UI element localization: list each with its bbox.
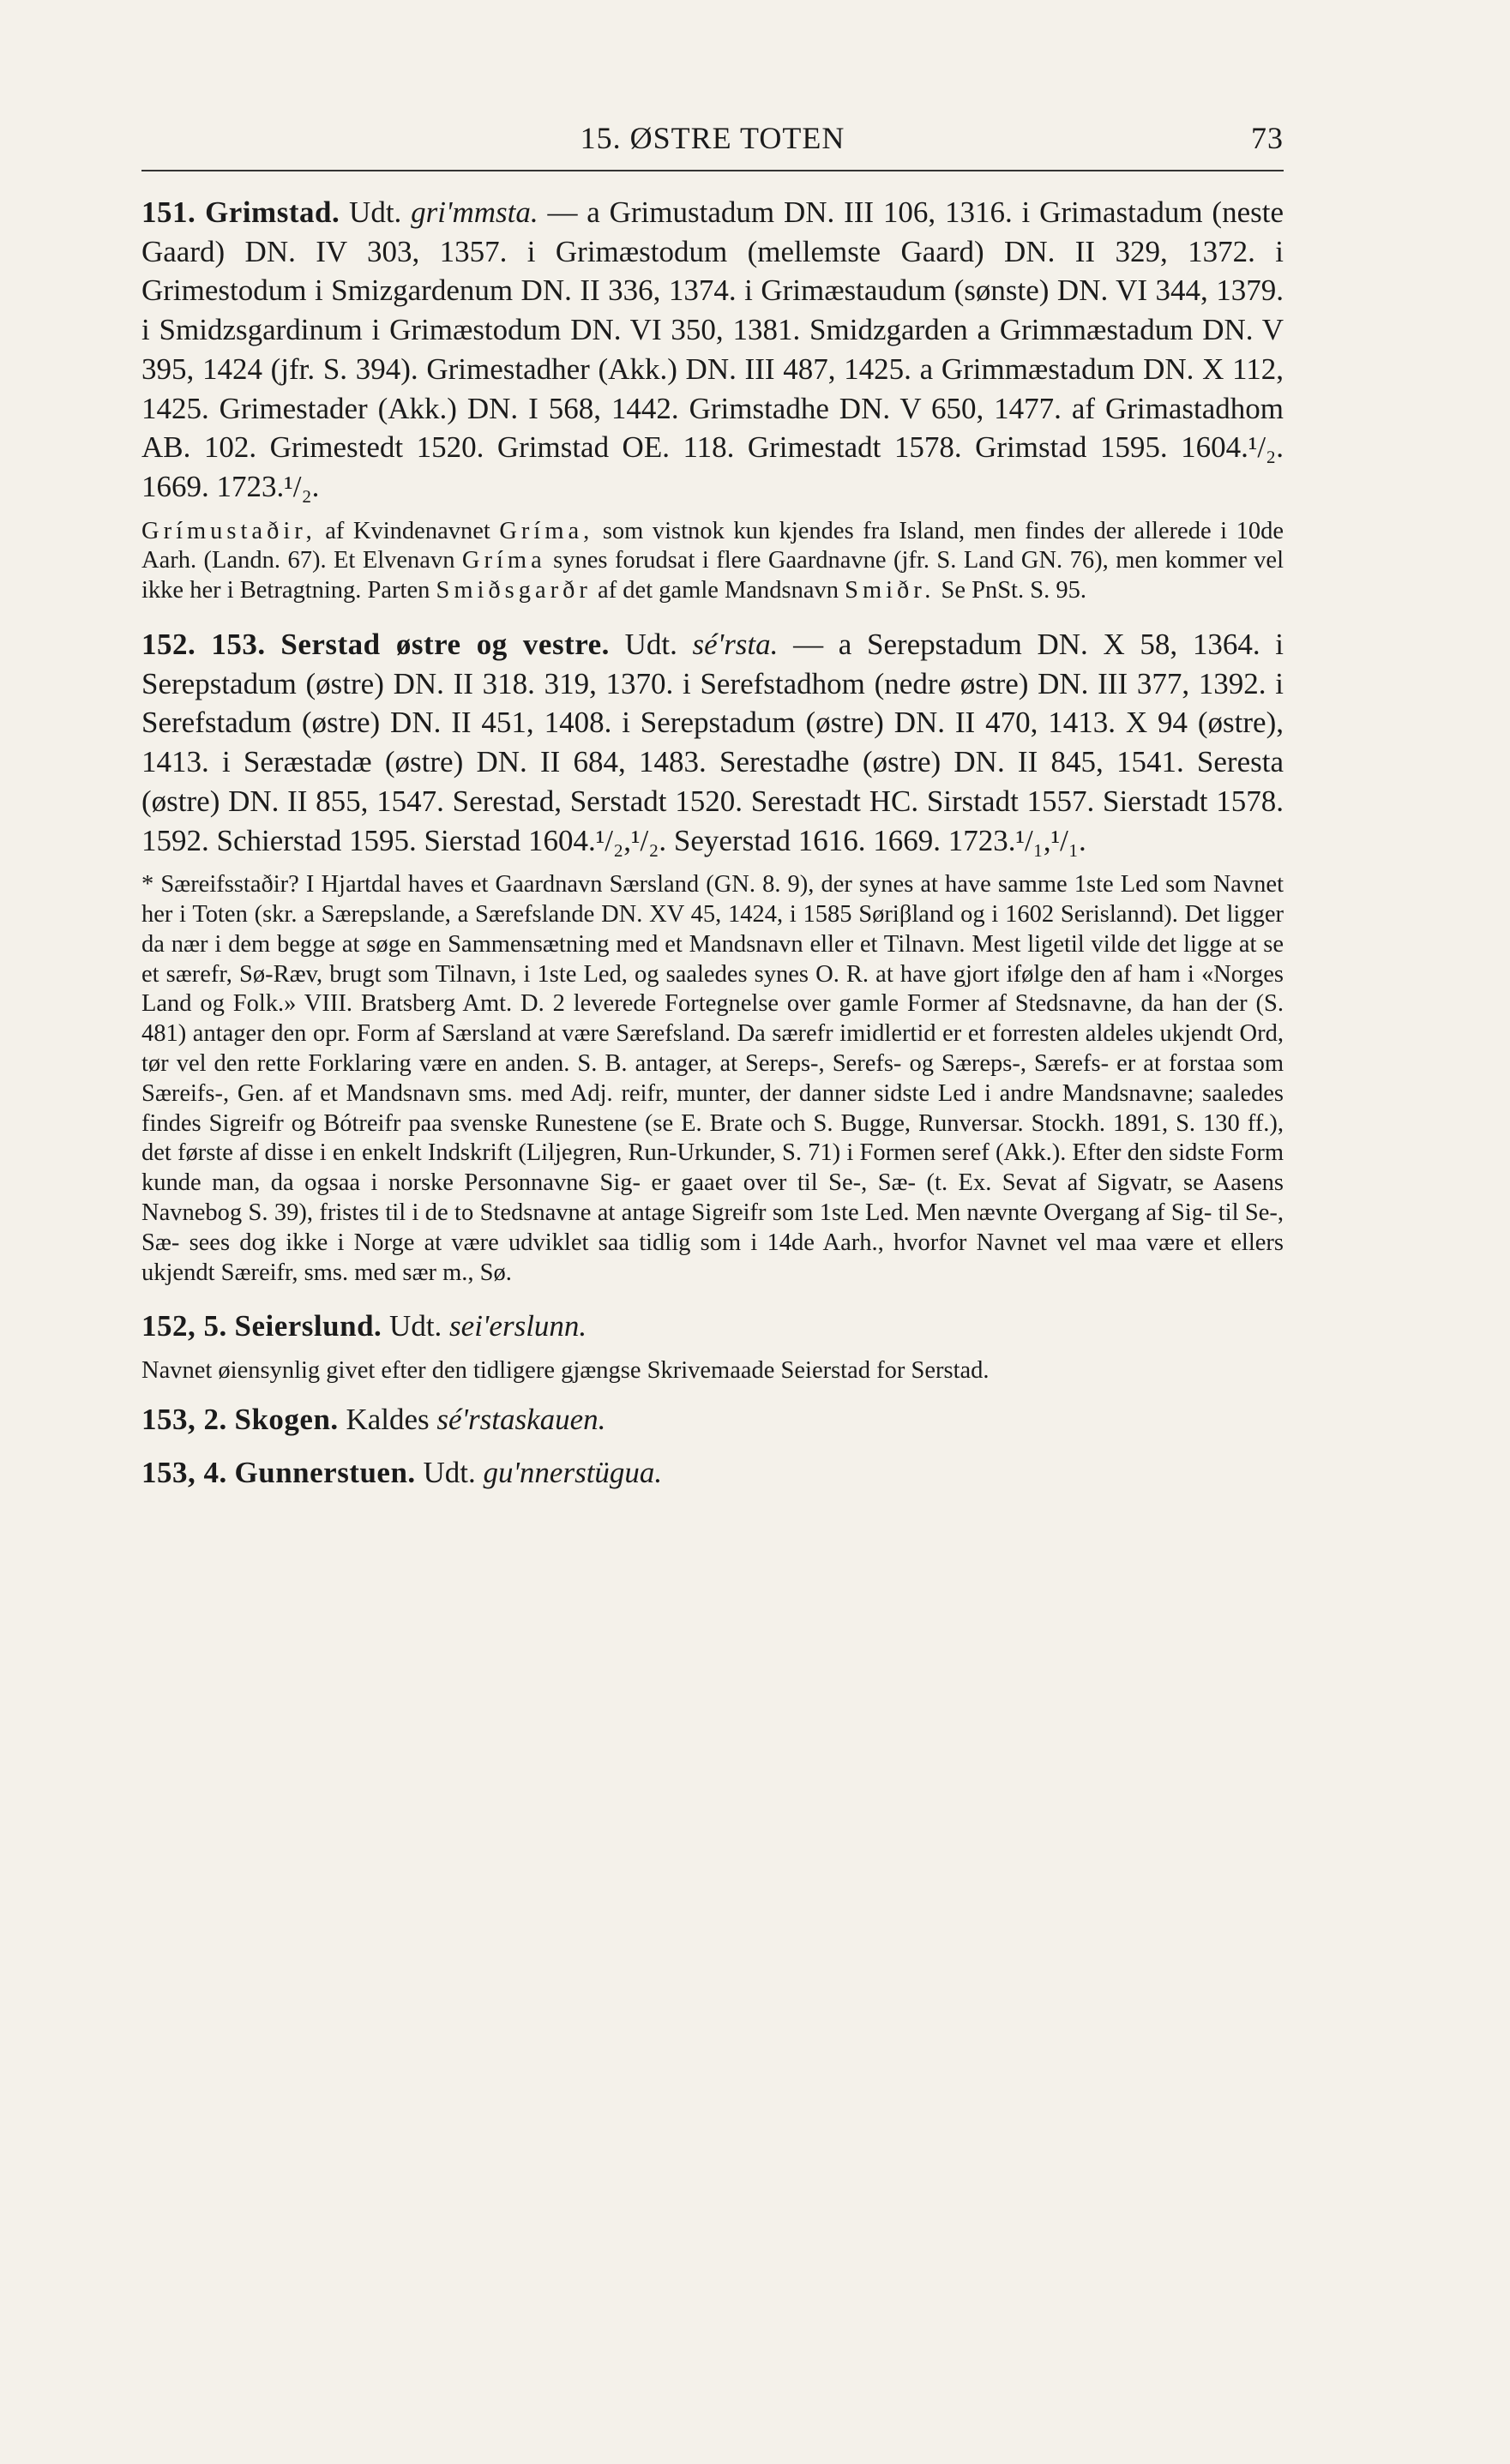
page-number: 73 <box>1251 121 1284 155</box>
pronunciation: sei'erslunn. <box>449 1309 587 1343</box>
pronunciation: sé'rstaskauen. <box>436 1402 606 1436</box>
entry-152-5-note: Navnet øiensynlig givet efter den tidligere gjængse Skrivemaade Seierstad for Serstad. <box>141 1357 990 1385</box>
note-text: som vistnok kun kjendes fra Island, men findes der allerede i 10de Aarh. (Landn. 67). Et Elvenavn <box>141 517 1284 574</box>
entry-number: 153, 2. <box>141 1402 227 1436</box>
entry-152-153 <box>141 625 1284 860</box>
note-text: synes forudsat i flere Gaardnavne (jfr. S. Land GN. 76), men kommer vel ikke her i Betragtning. Parten <box>141 547 1284 604</box>
running-head <box>141 120 1284 163</box>
historical-forms: — a Serepstadum DN. X 58, 1364. i Serepstadum (østre) DN. II 318. 319, 1370. i Serefstadhom (nedre østre) DN. III 377, 1392. i Serefstadum (østre) DN. II 451, 1408. i Serepstadum (østre) DN. II 470, 1413. X 94 (østre), 1413. i Seræstadæ (østre) DN. II 684, 1483. Serestadhe (østre) DN. II 845, 1541. Seresta (østre) DN. II 855, 1547. Serestad, Serstadt 1520. Serestadt HC. Sirstadt 1557. Sierstadt 1578. 1592. Schierstad 1595. Sierstad 1604.¹/₂,¹/₂. Seyerstad 1616. 1669. 1723.¹/₁,¹/₁. <box>141 628 1284 857</box>
note-text: Se PnSt. S. 95. <box>935 577 1086 604</box>
page-body <box>141 193 1284 1492</box>
entry-number: 151. <box>141 195 196 229</box>
udt-label: Udt. <box>349 195 402 229</box>
udt-label: Kaldes <box>346 1402 430 1436</box>
entry-153-2 <box>141 1400 1284 1439</box>
note-text: af Kvindenavnet <box>316 517 500 544</box>
place-name: Skogen. <box>234 1402 339 1436</box>
spaced-term: Smiðr. <box>845 577 935 604</box>
chapter-title: 15. ØSTRE TOTEN <box>580 121 845 155</box>
pronunciation: sé'rsta. <box>692 628 779 662</box>
entry-152-5 <box>141 1307 1284 1346</box>
spaced-term: Smiðsgarðr <box>436 577 592 604</box>
udt-label: Udt. <box>423 1455 476 1489</box>
historical-forms: — a Grimustadum DN. III 106, 1316. i Grimastadum (neste Gaard) DN. IV 303, 1357. i Grimæstodum (mellemste Gaard) DN. II 329, 1372. i Grimestodum i Smizgardenum DN. II 336, 1374. i Grimæstaudum (sønste) DN. VI 344, 1379. i Smidzsgardinum i Grimæstodum DN. VI 350, 1381. Smidzgarden a Grimmæstadum DN. V 395, 1424 (jfr. S. 394). Grimestadher (Akk.) DN. III 487, 1425. a Grimmæstadum DN. X 112, 1425. Grimestader (Akk.) DN. I 568, 1442. Grimstadhe DN. V 650, 1477. af Grimastadhom AB. 102. Grimestedt 1520. Grimstad OE. 118. Grimestadt 1578. Grimstad 1595. 1604.¹/₂. 1669. 1723.¹/₂. <box>141 195 1284 503</box>
note-text: af det gamle Mandsnavn <box>591 577 845 604</box>
udt-label: Udt. <box>389 1309 442 1343</box>
spaced-term: Grímustaðir, <box>141 517 316 544</box>
book-page <box>141 0 1284 2464</box>
spaced-term: Gríma, <box>499 517 594 544</box>
entry-151 <box>141 193 1284 507</box>
entry-number: 153, 4. <box>141 1455 227 1489</box>
entry-153-4 <box>141 1453 1284 1493</box>
spaced-term: Gríma <box>461 547 546 574</box>
place-name: Gunnerstuen. <box>234 1455 416 1489</box>
entry-number: 152, 5. <box>141 1309 227 1343</box>
udt-label: Udt. <box>624 628 677 662</box>
header-rule <box>141 170 1284 171</box>
entry-152-153-note: * Særeifsstaðir? I Hjartdal haves et Gaardnavn Særsland (GN. 8. 9), der synes at have samme 1ste Led som Navnet her i Toten (skr. a Særepslande, a Særefslande DN. XV 45, 1424, i 1585 Søriβland og i 1602 Serislannd). Det ligger da nær i dem begge at søge en Sammensætning med et Mandsnavn eller et Tilnavn. Mest ligetil vilde det ligge at se et særefr, Sø-Ræv, brugt som Tilnavn, i 1ste Led, og saaledes synes O. R. at have gjort ifølge den af ham i «Norges Land og Folk.» VIII. Bratsberg Amt. D. 2 leverede Fortegnelse over gamle Former af Stedsnavne, da han der (S. 481) antager den opr. Form af Særsland at være Særefsland. Da særefr imidlertid er et forresten aldeles ukjendt Ord, tør vel den rette Forklaring være en anden. S. B. antager, at Sereps-, Serefs- og Særeps-, Særefs- er at forstaa som Særeifs-, Gen. af et Mandsnavn sms. med Adj. reifr, munter, der danner sidste Led i andre Mandsnavne; saaledes findes Sigreifr og Bótreifr paa svenske Runestene (se E. Brate och S. Bugge, Runversar. Stockh. 1891, S. 130 ff.), det første af disse i en enkelt Indskrift (Liljegren, Run-Urkunder, S. 71) i Formen seref (Akk.). Efter den sidste Form kunde man, da ogsaa i norske Personnavne Sig- er gaaet over til Se-, Sæ- (t. Ex. Sevat af Sigvatr, se Aasens Navnebog S. 39), fristes til i de to Stedsnavne at antage Sigreifr som 1ste Led. Men nævnte Overgang af Sig- til Se-, Sæ- sees dog ikke i Norge at være udviklet saa tidlig som i 14de Aarh., hvorfor Navnet vel maa være et ellers ukjendt Særeifr, sms. med sær m., Sø. <box>141 871 1284 1286</box>
place-name: Grimstad. <box>205 195 340 229</box>
place-name: Serstad østre og vestre. <box>280 628 610 662</box>
pronunciation: gri'mmsta. <box>411 195 538 229</box>
pronunciation: gu'nnerstügua. <box>483 1455 663 1489</box>
entry-number: 152. 153. <box>141 628 266 662</box>
entry-151-note <box>141 517 1284 606</box>
place-name: Seierslund. <box>234 1309 382 1343</box>
